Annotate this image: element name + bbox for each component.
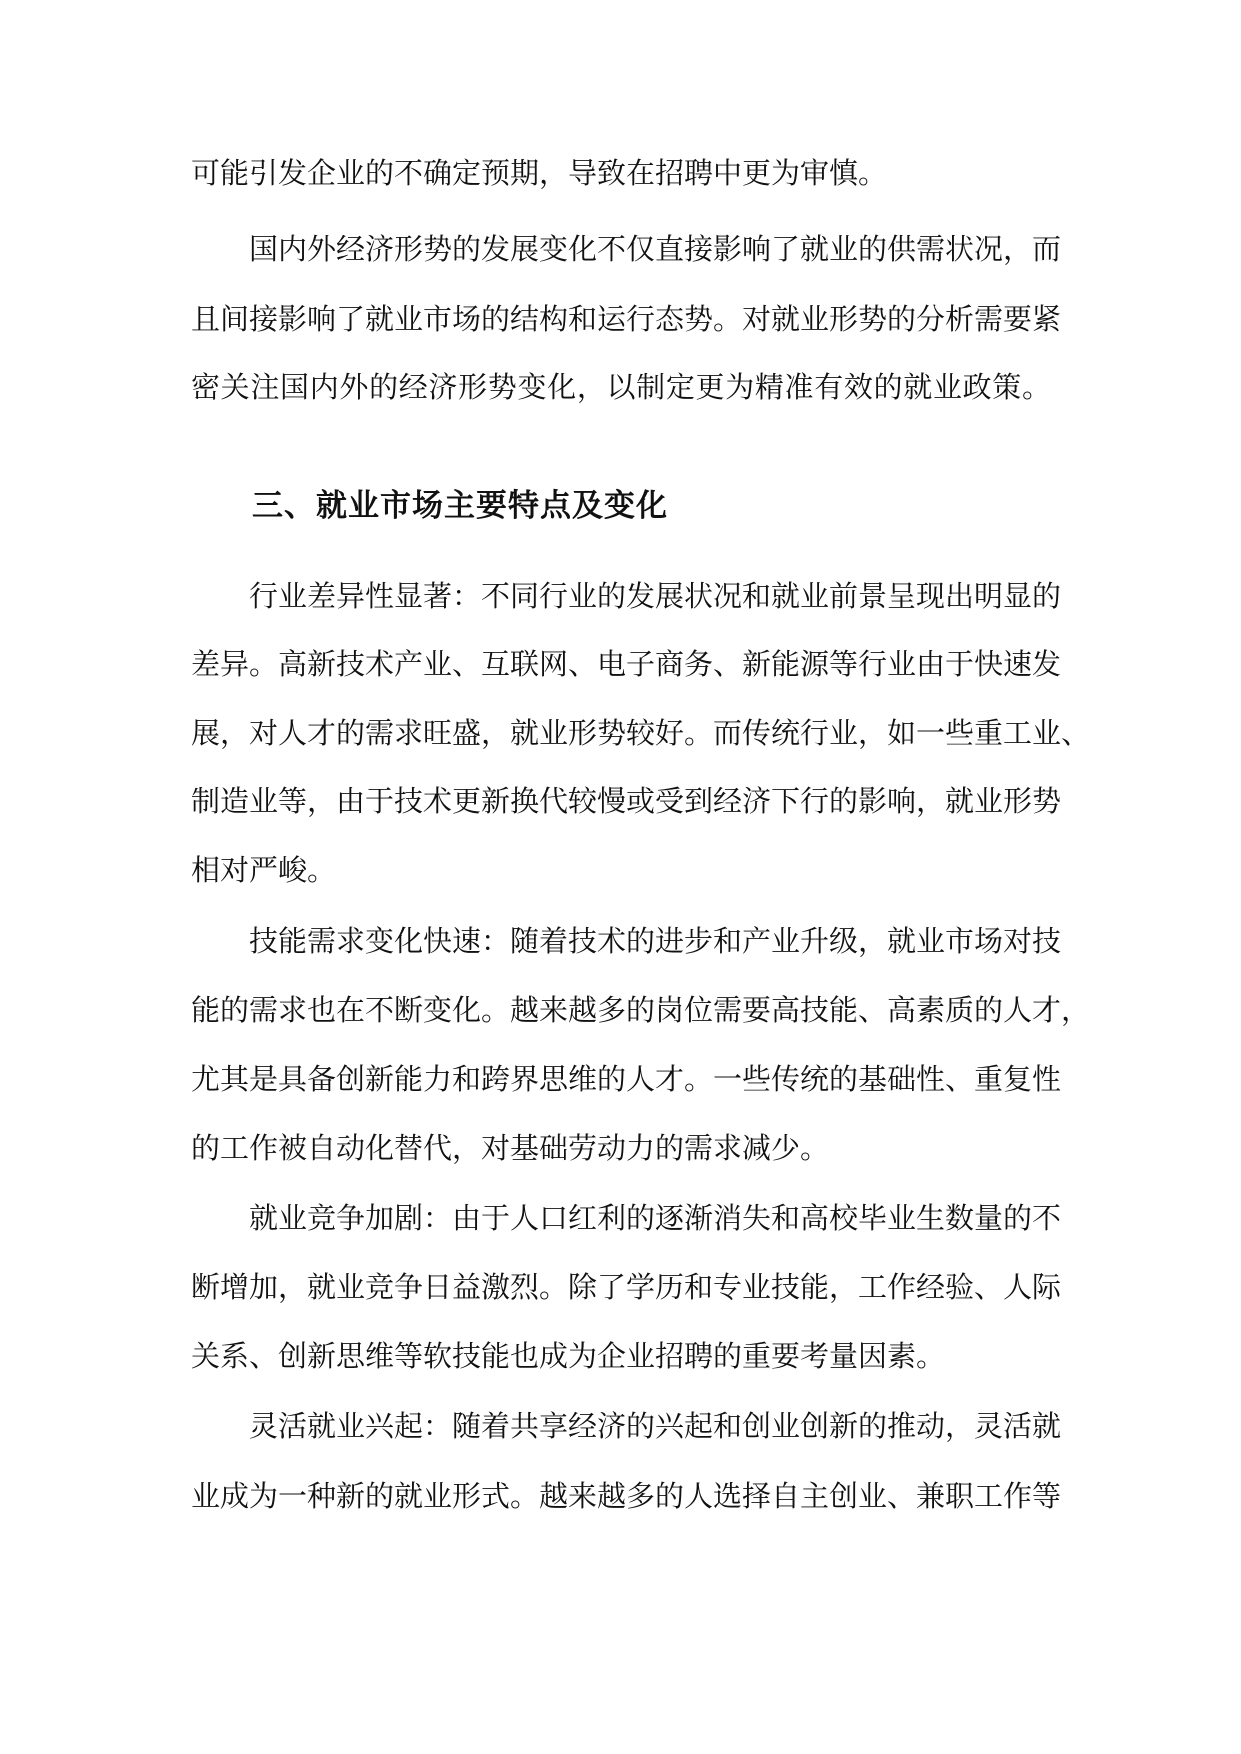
paragraph-line: 能的需求也在不断变化。越来越多的岗位需要高技能、高素质的人才， [191, 993, 1091, 1027]
paragraph-line: 密关注国内外的经济形势变化，以制定更为精准有效的就业政策。 [191, 370, 1051, 404]
paragraph-line: 尤其是具备创新能力和跨界思维的人才。一些传统的基础性、重复性 [191, 1062, 1062, 1096]
paragraph-line: 行业差异性显著：不同行业的发展状况和就业前景呈现出明显的 [249, 579, 1062, 613]
paragraph-line: 业成为一种新的就业形式。越来越多的人选择自主创业、兼职工作等 [191, 1479, 1062, 1513]
section-heading: 三、就业市场主要特点及变化 [252, 488, 668, 524]
paragraph-line: 制造业等，由于技术更新换代较慢或受到经济下行的影响，就业形势 [191, 784, 1062, 818]
paragraph-line: 差异。高新技术产业、互联网、电子商务、新能源等行业由于快速发 [191, 647, 1062, 681]
paragraph-line: 可能引发企业的不确定预期，导致在招聘中更为审慎。 [191, 156, 888, 190]
paragraph-line: 相对严峻。 [191, 853, 337, 887]
paragraph-line: 的工作被自动化替代，对基础劳动力的需求减少。 [191, 1131, 830, 1165]
paragraph-line: 且间接影响了就业市场的结构和运行态势。对就业形势的分析需要紧 [191, 302, 1062, 336]
paragraph-line: 关系、创新思维等软技能也成为企业招聘的重要考量因素。 [191, 1339, 946, 1373]
paragraph-line: 断增加，就业竞争日益激烈。除了学历和专业技能，工作经验、人际 [191, 1270, 1062, 1304]
paragraph-line: 灵活就业兴起：随着共享经济的兴起和创业创新的推动，灵活就 [249, 1409, 1062, 1443]
paragraph-line: 国内外经济形势的发展变化不仅直接影响了就业的供需状况，而 [249, 232, 1062, 266]
paragraph-line: 就业竞争加剧：由于人口红利的逐渐消失和高校毕业生数量的不 [249, 1201, 1062, 1235]
paragraph-line: 技能需求变化快速：随着技术的进步和产业升级，就业市场对技 [249, 924, 1062, 958]
paragraph-line: 展，对人才的需求旺盛，就业形势较好。而传统行业，如一些重工业、 [191, 716, 1091, 750]
